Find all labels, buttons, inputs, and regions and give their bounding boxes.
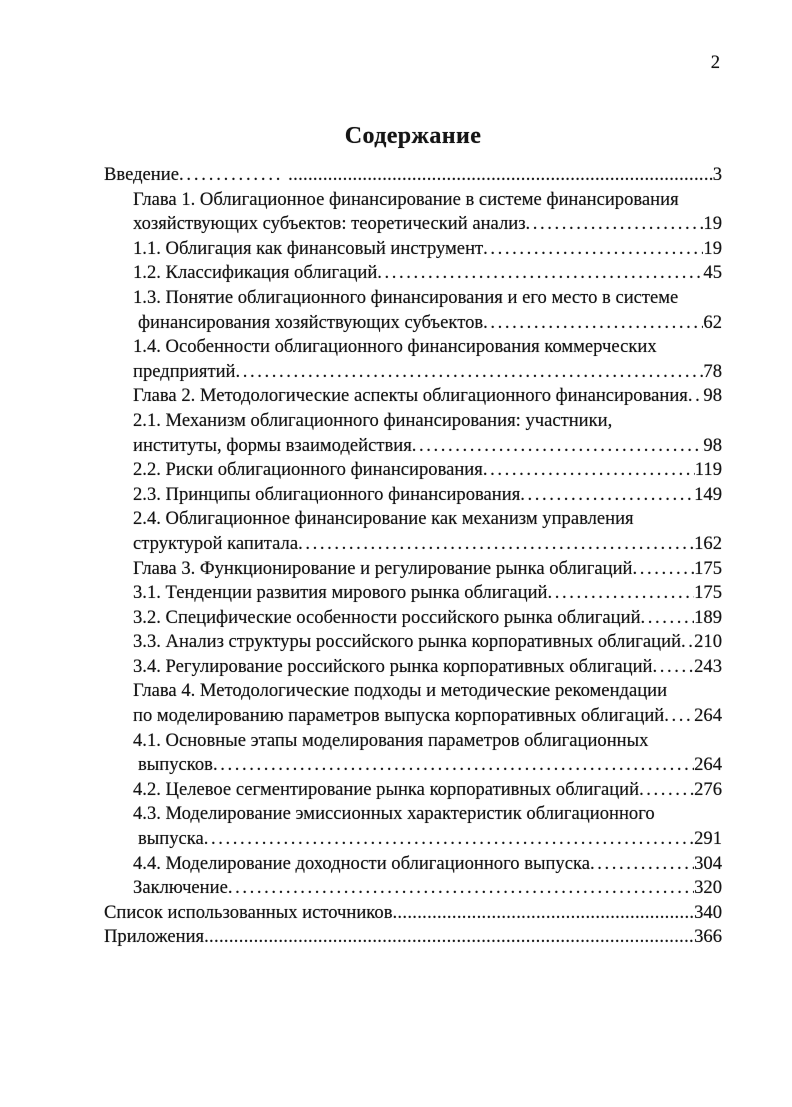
toc-entry-label: 2.3. Принципы облигационного финансирования [133, 483, 521, 505]
toc-entry [104, 606, 722, 631]
toc-entry [104, 655, 722, 680]
dot-leader [664, 704, 694, 729]
toc-entry-page: 264 [694, 705, 722, 727]
toc-entry-label: структурой капитала [133, 532, 299, 554]
toc-entry [104, 360, 722, 385]
toc-entry [104, 581, 722, 606]
toc-entry-page: 162 [694, 532, 722, 554]
toc-entry [104, 802, 722, 827]
dot-leader [520, 483, 694, 508]
toc-entry-page: 243 [694, 655, 722, 677]
toc-entry [104, 261, 722, 286]
page-number: 2 [710, 52, 720, 73]
toc-entry [104, 901, 722, 926]
toc-entry-page: 98 [703, 385, 722, 407]
toc-entry [104, 778, 722, 803]
toc-entry [104, 212, 722, 237]
toc-entry [104, 925, 722, 950]
toc-entry [104, 483, 722, 508]
toc-entry [104, 335, 722, 360]
toc-entry-label: 4.2. Целевое сегментирование рынка корпоративных облигаций [133, 778, 640, 800]
toc-entry [104, 384, 722, 409]
dot-leader [412, 434, 704, 459]
toc-entry-label: 1.3. Понятие облигационного финансирования и его место в системе [133, 286, 679, 308]
toc-entry-page: 98 [703, 434, 722, 456]
toc-entry [104, 704, 722, 729]
toc-entry-label: финансирования хозяйствующих субъектов [138, 311, 484, 333]
toc-entry-label: 1.1. Облигация как финансовый инструмент [133, 237, 484, 259]
toc-entry-label: 3.1. Тенденции развития мирового рынка облигаций [133, 582, 548, 604]
toc-entry-label: институты, формы взаимодействия [133, 434, 412, 456]
dot-leader [204, 827, 694, 852]
toc-entry-label: 1.2. Классификация облигаций [133, 262, 378, 284]
toc-entry [104, 729, 722, 754]
toc-entry [104, 876, 722, 901]
toc-list [104, 163, 722, 950]
toc-entry-page: 19 [703, 237, 722, 259]
toc-entry-page: 119 [694, 459, 722, 481]
toc-entry-label: 4.4. Моделирование доходности облигационного выпуска [133, 852, 590, 874]
toc-entry-page: 264 [694, 754, 722, 776]
toc-entry-page: 19 [703, 213, 722, 235]
toc-entry-label: выпусков [138, 754, 213, 776]
dot-leader [213, 753, 694, 778]
toc-entry-page: 320 [694, 877, 722, 899]
toc-entry-label: Введение [104, 164, 179, 185]
toc-entry-label: Глава 3. Функционирование и регулирование рынка облигаций [133, 557, 633, 579]
toc-entry-label: Глава 4. Методологические подходы и методические рекомендации [133, 680, 668, 702]
toc-entry-label: хозяйствующих субъектов: теоретический анализ [133, 213, 526, 235]
toc-entry-label: Приложения [104, 926, 205, 948]
toc-entry-page: 78 [703, 360, 722, 382]
toc-entry [104, 286, 722, 311]
toc-entry-page: 366 [694, 926, 722, 948]
toc-entry-label: по моделированию параметров выпуска корпоративных облигаций [133, 705, 665, 727]
dot-leader [236, 360, 704, 385]
dot-leader [483, 311, 703, 336]
toc-entry-page: 276 [694, 778, 722, 800]
toc-entry [104, 237, 722, 262]
toc-entry-page: 62 [703, 311, 722, 333]
toc-entry-label: выпуска [138, 828, 204, 850]
toc-entry-page: 189 [694, 606, 722, 628]
toc-entry-label: 3.4. Регулирование российского рынка корпоративных облигаций [133, 655, 653, 677]
dot-leader [688, 384, 704, 409]
toc-entry [104, 827, 722, 852]
dot-leader [392, 901, 694, 926]
toc-entry-label: 1.4. Особенности облигационного финансирования коммерческих [133, 336, 657, 358]
toc-entry [104, 753, 722, 778]
toc-entry-label: 3.2. Специфические особенности российского рынка облигаций [133, 606, 641, 628]
toc-entry [104, 188, 722, 213]
toc-entry-label: 4.1. Основные этапы моделирования параметров облигационных [133, 729, 649, 751]
toc-entry [104, 409, 722, 434]
toc-entry [104, 679, 722, 704]
dot-leader [547, 581, 694, 606]
toc-entry [104, 532, 722, 557]
dot-leader [204, 925, 694, 950]
dot-leader [298, 532, 694, 557]
toc-entry-page: 340 [694, 901, 722, 923]
toc-entry-page: 149 [694, 483, 722, 505]
dot-leader [590, 852, 694, 877]
toc-entry [104, 163, 722, 188]
toc-entry-page: 175 [694, 582, 722, 604]
toc-entry-label: 3.3. Анализ структуры российского рынка корпоративных облигаций [133, 631, 682, 653]
dot-leader [483, 237, 703, 262]
toc-entry-page: 304 [694, 852, 722, 874]
toc-entry-page: 210 [694, 631, 722, 653]
toc-entry [104, 458, 722, 483]
dot-leader [632, 557, 694, 582]
dot-leader [641, 606, 695, 631]
toc-entry [104, 852, 722, 877]
toc-entry [104, 434, 722, 459]
dot-leader [377, 261, 703, 286]
toc-entry-page: 45 [703, 262, 722, 284]
toc-entry [104, 507, 722, 532]
toc-entry-label: Список использованных источников [104, 901, 393, 923]
toc-entry-page: 3 [712, 164, 722, 185]
dot-leader [179, 163, 713, 188]
dot-leader [681, 630, 694, 655]
toc-entry-label: 4.3. Моделирование эмиссионных характеристик облигационного [133, 803, 655, 825]
toc-entry-label: 2.2. Риски облигационного финансирования [133, 459, 483, 481]
toc-entry-label: Глава 2. Методологические аспекты облигационного финансирования [133, 385, 688, 407]
toc-entry-page: 291 [694, 828, 722, 850]
toc-entry-label: Заключение [133, 877, 228, 899]
toc-entry-label: 2.1. Механизм облигационного финансирования: участники, [133, 409, 613, 431]
toc-entry-label: предприятий [133, 360, 236, 382]
toc-entry-label: Глава 1. Облигационное финансирование в системе финансирования [133, 188, 679, 210]
dot-leader [228, 876, 694, 901]
toc-entry [104, 311, 722, 336]
dot-leader [526, 212, 704, 237]
toc-entry-page: 175 [694, 557, 722, 579]
toc-entry [104, 557, 722, 582]
dot-leader [639, 778, 694, 803]
toc-entry [104, 630, 722, 655]
dot-leader [483, 458, 695, 483]
dot-leader [653, 655, 695, 680]
page-title: Содержание [344, 123, 482, 150]
toc-entry-label: 2.4. Облигационное финансирование как механизм управления [133, 508, 634, 530]
